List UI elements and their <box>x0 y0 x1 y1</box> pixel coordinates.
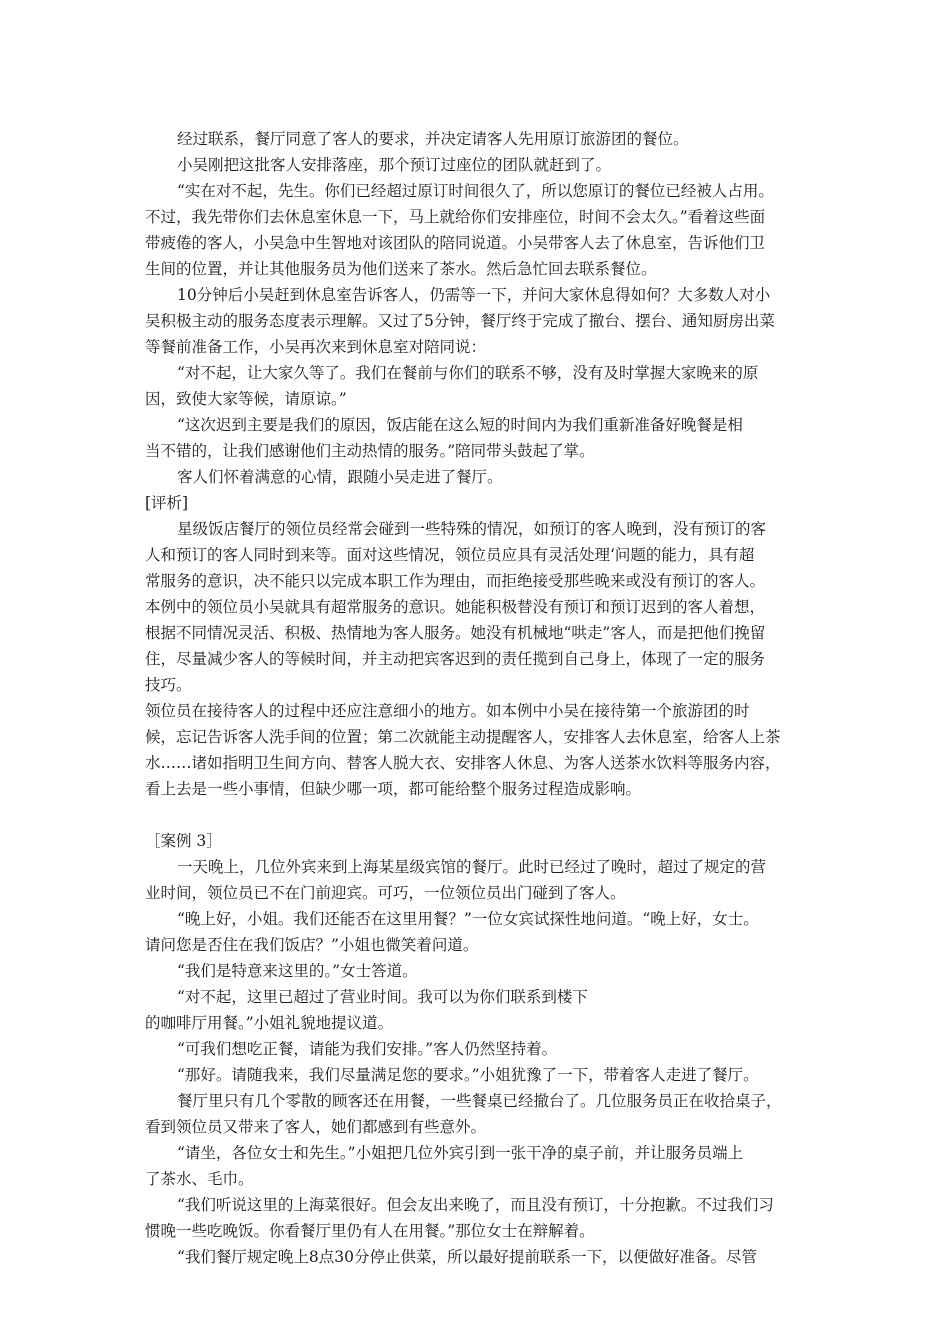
body-text-line: “可我们想吃正餐，请能为我们安排。”客人仍然坚持着。 <box>177 1040 558 1058</box>
body-text-line: 了茶水、毛巾。 <box>145 1170 254 1188</box>
body-text-line: 生间的位置，并让其他服务员为他们送来了茶水。然后急忙回去联系餐位。 <box>145 260 657 278</box>
body-text-line: “我们听说这里的上海菜很好。但会友出来晚了，而且没有预订，十分抱歉。不过我们习 <box>177 1196 774 1214</box>
section-heading-commentary: [评析] <box>145 494 189 512</box>
body-text-line: 等餐前准备工作，小吴再次来到休息室对陪同说： <box>145 338 487 356</box>
body-text-line: 10分钟后小吴赶到休息室告诉客人，仍需等一下，并问大家休息得如何？大多数人对小 <box>177 286 771 304</box>
body-text-line: 看到领位员又带来了客人，她们都感到有些意外。 <box>145 1118 487 1136</box>
body-text-line: 候，忘记告诉客人洗手间的位置；第二次就能主动提醒客人，安排客人去休息室，给客人上茶 <box>145 728 781 746</box>
body-text-line: 住，尽量减少客人的等候时间，并主动把宾客迟到的责任揽到自己身上，体现了一定的服务 <box>145 650 766 668</box>
section-heading-case-3: ［案例 3］ <box>145 832 222 850</box>
body-text-line: “我们餐厅规定晚上8点30分停止供菜，所以最好提前联系一下，以便做好准备。尽管 <box>177 1248 758 1266</box>
body-text-line: 吴积极主动的服务态度表示理解。又过了5分钟，餐厅终于完成了撤台、摆台、通知厨房出菜 <box>145 312 775 330</box>
body-text-line: 看上去是一些小事情，但缺少哪一项，都可能给整个服务过程造成影响。 <box>145 780 642 798</box>
body-text-line: 因，致使大家等候，请原谅。” <box>145 390 347 408</box>
body-text-line: 请问您是否住在我们饭店？”小姐也微笑着问道。 <box>145 936 479 954</box>
body-text-line: 根据不同情况灵活、积极、热情地为客人服务。她没有机械地“哄走”客人，而是把他们挽留 <box>145 624 766 642</box>
body-text-line: “实在对不起，先生。你们已经超过原订时间很久了，所以您原订的餐位已经被人占用。 <box>177 182 774 200</box>
body-text-line: 当不错的，让我们感谢他们主动热情的服务。”陪同带头鼓起了掌。 <box>145 442 595 460</box>
body-text-line: 带疲倦的客人，小吴急中生智地对该团队的陪同说道。小吴带客人去了休息室，告诉他们卫 <box>145 234 766 252</box>
body-text-line: 业时间，领位员已不在门前迎宾。可巧，一位领位员出门碰到了客人。 <box>145 884 626 902</box>
body-text-line: 领位员在接待客人的过程中还应注意细小的地方。如本例中小吴在接待第一个旅游团的时 <box>145 702 750 720</box>
body-text-line: 餐厅里只有几个零散的顾客还在用餐，一些餐桌已经撤台了。几位服务员正在收拾桌子， <box>177 1092 782 1110</box>
body-text-line: “这次迟到主要是我们的原因，饭店能在这么短的时间内为我们重新准备好晚餐是相 <box>177 416 743 434</box>
body-text-line: 惯晚一些吃晚饭。你看餐厅里仍有人在用餐。”那位女士在辩解着。 <box>145 1222 595 1240</box>
body-text-line: 水……诸如指明卫生间方向、替客人脱大衣、安排客人休息、为客人送茶水饮料等服务内容， <box>145 754 781 772</box>
body-text-line: 不过，我先带你们去休息室休息一下，马上就给你们安排座位，时间不会太久。”看着这些面 <box>145 208 766 226</box>
body-text-line: 小吴刚把这批客人安排落座，那个预订过座位的团队就赶到了。 <box>177 156 612 174</box>
body-text-line: 技巧。 <box>145 676 192 694</box>
body-text-line: “对不起，让大家久等了。我们在餐前与你们的联系不够，没有及时掌握大家晚来的原 <box>177 364 759 382</box>
body-text-line: “那好。请随我来，我们尽量满足您的要求。”小姐犹豫了一下，带着客人走进了餐厅。 <box>177 1066 759 1084</box>
body-text-line: 人和预订的客人同时到来等。面对这些情况，领位员应具有灵活处理‘问题的能力，具有超 <box>145 546 755 564</box>
body-text-line: 常服务的意识，决不能只以完成本职工作为理由，而拒绝接受那些晚来或没有预订的客人。 <box>145 572 766 590</box>
body-text-line: “晚上好，小姐。我们还能否在这里用餐？”一位女宾试探性地问道。“晚上好，女士。 <box>177 910 759 928</box>
body-text-line: 星级饭店餐厅的领位员经常会碰到一些特殊的情况，如预订的客人晚到，没有预订的客 <box>177 520 767 538</box>
body-text-line: “对不起，这里已超过了营业时间。我可以为你们联系到楼下 <box>177 988 588 1006</box>
body-text-line: 本例中的领位员小吴就具有超常服务的意识。她能积极替没有预订和预订迟到的客人着想， <box>145 598 766 616</box>
body-text-line: 经过联系，餐厅同意了客人的要求，并决定请客人先用原订旅游团的餐位。 <box>177 130 689 148</box>
body-text-line: “我们是特意来这里的。”女士答道。 <box>177 962 418 980</box>
body-text-line: 客人们怀着满意的心情，跟随小吴走进了餐厅。 <box>177 468 503 486</box>
body-text-line: 一天晚上，几位外宾来到上海某星级宾馆的餐厅。此时已经过了晚时，超过了规定的营 <box>177 858 767 876</box>
body-text-line: 的咖啡厅用餐。”小姐礼貌地提议道。 <box>145 1014 394 1032</box>
body-text-line: “请坐，各位女士和先生。”小姐把几位外宾引到一张干净的桌子前，并让服务员端上 <box>177 1144 744 1162</box>
